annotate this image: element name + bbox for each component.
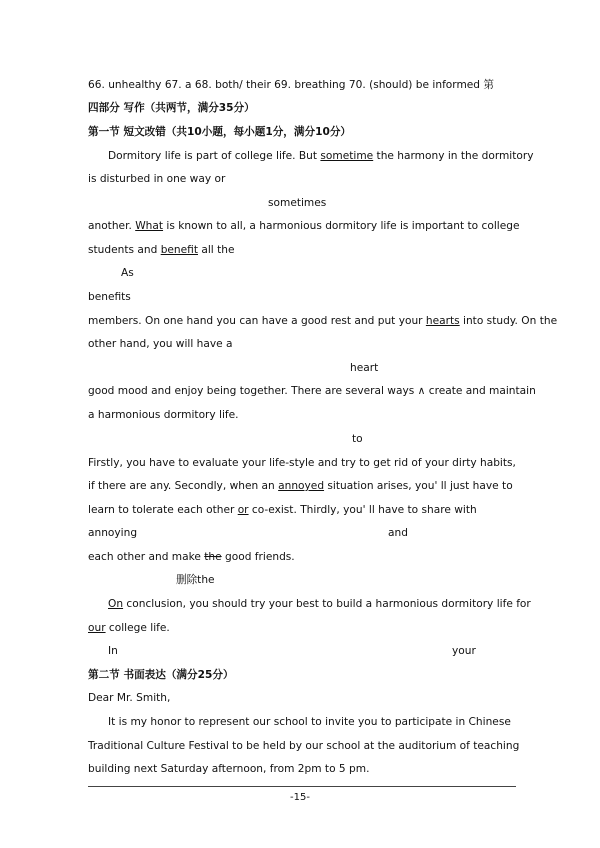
error-mark: hearts <box>425 315 460 327</box>
letter-line-1: It is my honor to represent our school to invite you to participate in Chinese <box>108 716 511 728</box>
correction: In <box>108 645 118 657</box>
essay-line-13: On conclusion, you should try your best to build a harmonious dormitory life for <box>108 598 531 610</box>
correction: sometimes <box>268 197 327 209</box>
correction: and <box>388 527 408 539</box>
essay-line-14: our college life. <box>88 622 170 634</box>
essay-line-1: Dormitory life is part of college life. But sometime the harmony in the dormitory <box>108 150 534 162</box>
error-mark: or <box>237 504 249 516</box>
essay-line-12: each other and make the good friends. <box>88 551 295 563</box>
essay-line-4: students and benefit all the <box>88 244 235 256</box>
error-mark: On <box>108 598 124 610</box>
error-mark: sometime <box>320 150 374 162</box>
error-mark: What <box>135 220 164 232</box>
essay-line-9: Firstly, you have to evaluate your life-style and try to get rid of your dirty habits, <box>88 457 516 469</box>
letter-line-2: Traditional Culture Festival to be held by our school at the auditorium of teaching <box>88 740 520 752</box>
correction: 删除the <box>176 574 215 586</box>
correction: annoying <box>88 527 138 539</box>
error-mark: annoyed <box>278 480 325 492</box>
deletion-mark: the <box>204 551 222 563</box>
essay-line-3: another. What is known to all, a harmonious dormitory life is important to college <box>88 220 520 232</box>
essay-line-10: if there are any. Secondly, when an annoyed situation arises, you' ll just have to <box>88 480 513 492</box>
correction: benefits <box>88 291 131 303</box>
section2-heading: 第二节 书面表达（满分25分） <box>88 669 234 681</box>
essay-line-6: other hand, you will have a <box>88 338 233 350</box>
error-mark: benefit <box>160 244 198 256</box>
essay-line-11: learn to tolerate each other or co-exist. Thirdly, you' ll have to share with <box>88 504 477 516</box>
letter-line-3: building next Saturday afternoon, from 2pm to 5 pm. <box>88 763 370 775</box>
page-number: -15- <box>290 792 310 803</box>
essay-line-8: a harmonious dormitory life. <box>88 409 239 421</box>
footer-rule <box>88 786 516 787</box>
correction: to <box>352 433 363 445</box>
correction: your <box>452 645 476 657</box>
answer-key-line: 66. unhealthy 67. a 68. both/ their 69. breathing 70. (should) be informed 第 <box>88 79 494 91</box>
letter-salutation: Dear Mr. Smith, <box>88 692 171 704</box>
correction: As <box>121 267 134 279</box>
essay-line-2: is disturbed in one way or <box>88 173 226 185</box>
correction: heart <box>350 362 379 374</box>
essay-line-7: good mood and enjoy being together. There are several ways ∧ create and maintain <box>88 385 536 397</box>
part4-heading: 四部分 写作（共两节，满分35分） <box>88 102 255 114</box>
essay-line-5: members. On one hand you can have a good rest and put your hearts into study. On the <box>88 315 558 327</box>
section1-heading: 第一节 短文改错（共10小题，每小题1分，满分10分） <box>88 126 352 138</box>
error-mark: our <box>88 622 106 634</box>
